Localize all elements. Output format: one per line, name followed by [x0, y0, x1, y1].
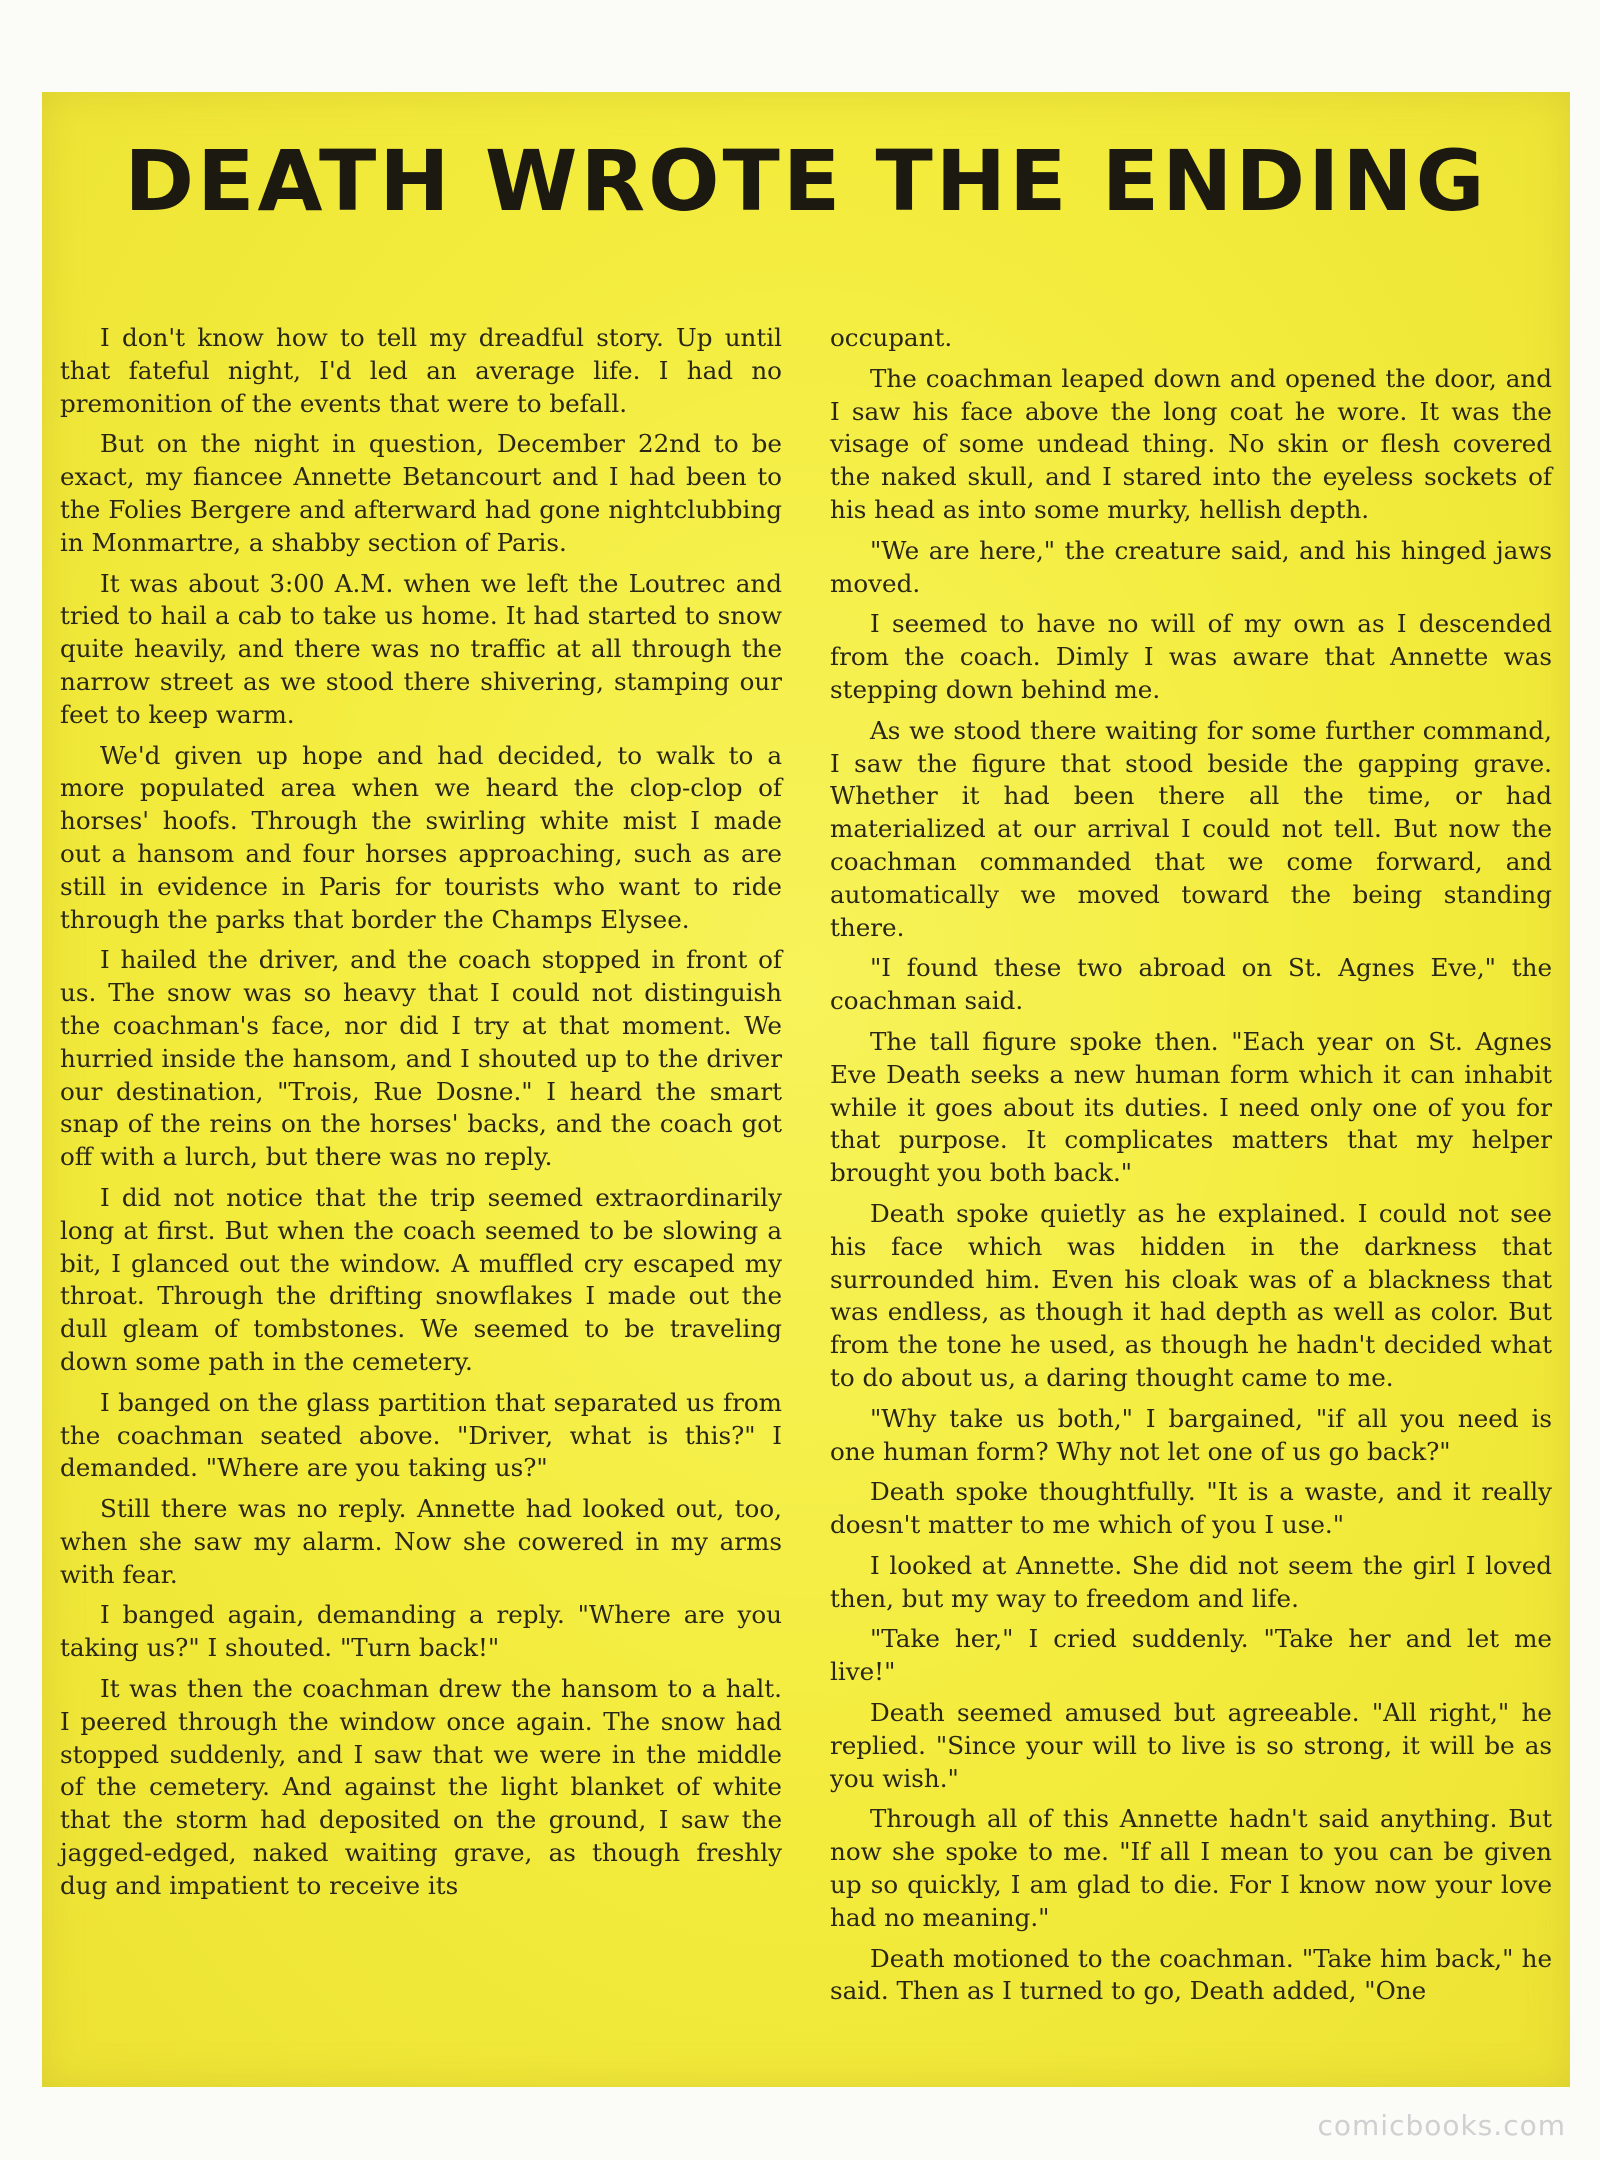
- right-column: [830, 322, 1552, 2067]
- paragraph: "I found these two abroad on St. Agnes Eve," the coachman said.: [830, 953, 1552, 1016]
- paragraph: I banged on the glass partition that separated us from the coachman seated above. "Driver, what is this?" I demanded. "Where are you taking us?": [60, 1387, 782, 1483]
- site-watermark: comicbooks.com: [1317, 2109, 1566, 2142]
- paragraph: I looked at Annette. She did not seem the girl I loved then, but my way to freedom and life.: [830, 1550, 1552, 1613]
- paragraph: Death spoke quietly as he explained. I could not see his face which was hidden in the darkness that surrounded him. Even his cloak was of a blackness that was endless, as though it had depth as well as color. But from the tone he used, as though he hadn't decided what to do about us, a daring thought came to me.: [830, 1198, 1552, 1392]
- paragraph: "Why take us both," I bargained, "if all you need is one human form? Why not let one of us go back?": [830, 1403, 1552, 1466]
- paragraph: The coachman leaped down and opened the door, and I saw his face above the long coat he wore. It was the visage of some undead thing. No skin or flesh covered the naked skull, and I stared into the eyeless sockets of his head as into some murky, hellish depth.: [830, 363, 1552, 524]
- paragraph: I don't know how to tell my dreadful story. Up until that fateful night, I'd led an average life. I had no premonition of the events that were to befall.: [60, 323, 782, 418]
- paragraph: I did not notice that the trip seemed extraordinarily long at first. But when the coach seemed to be slowing a bit, I glanced out the window. A muffled cry escaped my throat. Through the drifting snowflakes I made out the dull gleam of tombstones. We seemed to be traveling down some path in the cemetery.: [60, 1182, 782, 1376]
- paragraph: Death spoke thoughtfully. "It is a waste, and it really doesn't matter to me which of you I use.": [830, 1477, 1552, 1540]
- story-page: [42, 92, 1570, 2087]
- paragraph: "Take her," I cried suddenly. "Take her and let me live!": [830, 1624, 1552, 1687]
- paragraph: It was then the coachman drew the hansom to a halt. I peered through the window once again. The snow had stopped suddenly, and I saw that we were in the middle of the cemetery. And against the light blanket of white that the storm had deposited on the ground, I saw the jagged-edged, naked waiting grave, as though freshly dug and impatient to receive its: [60, 1674, 782, 1900]
- story-title: DEATH WROTE THE ENDING: [124, 132, 1488, 230]
- paragraph: The tall figure spoke then. "Each year on St. Agnes Eve Death seeks a new human form which it can inhabit while it goes about its duties. I need only one of you for that purpose. It complicates matters that my helper brought you both back.": [830, 1026, 1552, 1188]
- paragraph: I hailed the driver, and the coach stopped in front of us. The snow was so heavy that I could not distinguish the coachman's face, nor did I try at that moment. We hurried inside the hansom, and I shouted up to the driver our destination, "Trois, Rue Dosne." I heard the smart snap of the reins on the horses' backs, and the coach got off with a lurch, but there was no reply.: [60, 945, 782, 1172]
- left-column: [60, 322, 782, 2067]
- paragraph: Death motioned to the coachman. "Take him back," he said. Then as I turned to go, Death added, "One: [830, 1943, 1552, 2006]
- paragraph: Through all of this Annette hadn't said anything. But now she spoke to me. "If all I mean to you can be given up so quickly, I am glad to die. For I know now your love had no meaning.": [830, 1804, 1552, 1932]
- paragraph: As we stood there waiting for some further command, I saw the figure that stood beside the gapping grave. Whether it had been there all the time, or had materialized at our arrival I could not tell. But now the coachman commanded that we come forward, and automatically we moved toward the being standing there.: [830, 715, 1552, 942]
- paragraph: It was about 3:00 A.M. when we left the Loutrec and tried to hail a cab to take us home. It had started to snow quite heavily, and there was no traffic at all through the narrow street as we stood there shivering, stamping our feet to keep warm.: [60, 568, 782, 729]
- paragraph: Still there was no reply. Annette had looked out, too, when she saw my alarm. Now she cowered in my arms with fear.: [60, 1494, 782, 1589]
- paragraph: occupant.: [830, 323, 953, 352]
- paragraph: But on the night in question, December 22nd to be exact, my fiancee Annette Betancourt and I had been to the Folies Bergere and afterward had gone nightclubbing in Monmartre, a shabby section of Paris.: [60, 429, 782, 557]
- paragraph: I banged again, demanding a reply. "Where are you taking us?" I shouted. "Turn back!": [60, 1600, 782, 1663]
- paragraph: "We are here," the creature said, and his hinged jaws moved.: [830, 535, 1552, 598]
- paragraph: Death seemed amused but agreeable. "All right," he replied. "Since your will to live is so strong, it will be as you wish.": [830, 1698, 1552, 1793]
- text-columns: [60, 322, 1552, 2067]
- paragraph: We'd given up hope and had decided, to walk to a more populated area when we heard the clop-clop of horses' hoofs. Through the swirling white mist I made out a hansom and four horses approaching, such as are still in evidence in Paris for tourists who want to ride through the parks that border the Champs Elysee.: [60, 740, 782, 934]
- paragraph: I seemed to have no will of my own as I descended from the coach. Dimly I was aware that Annette was stepping down behind me.: [830, 609, 1552, 704]
